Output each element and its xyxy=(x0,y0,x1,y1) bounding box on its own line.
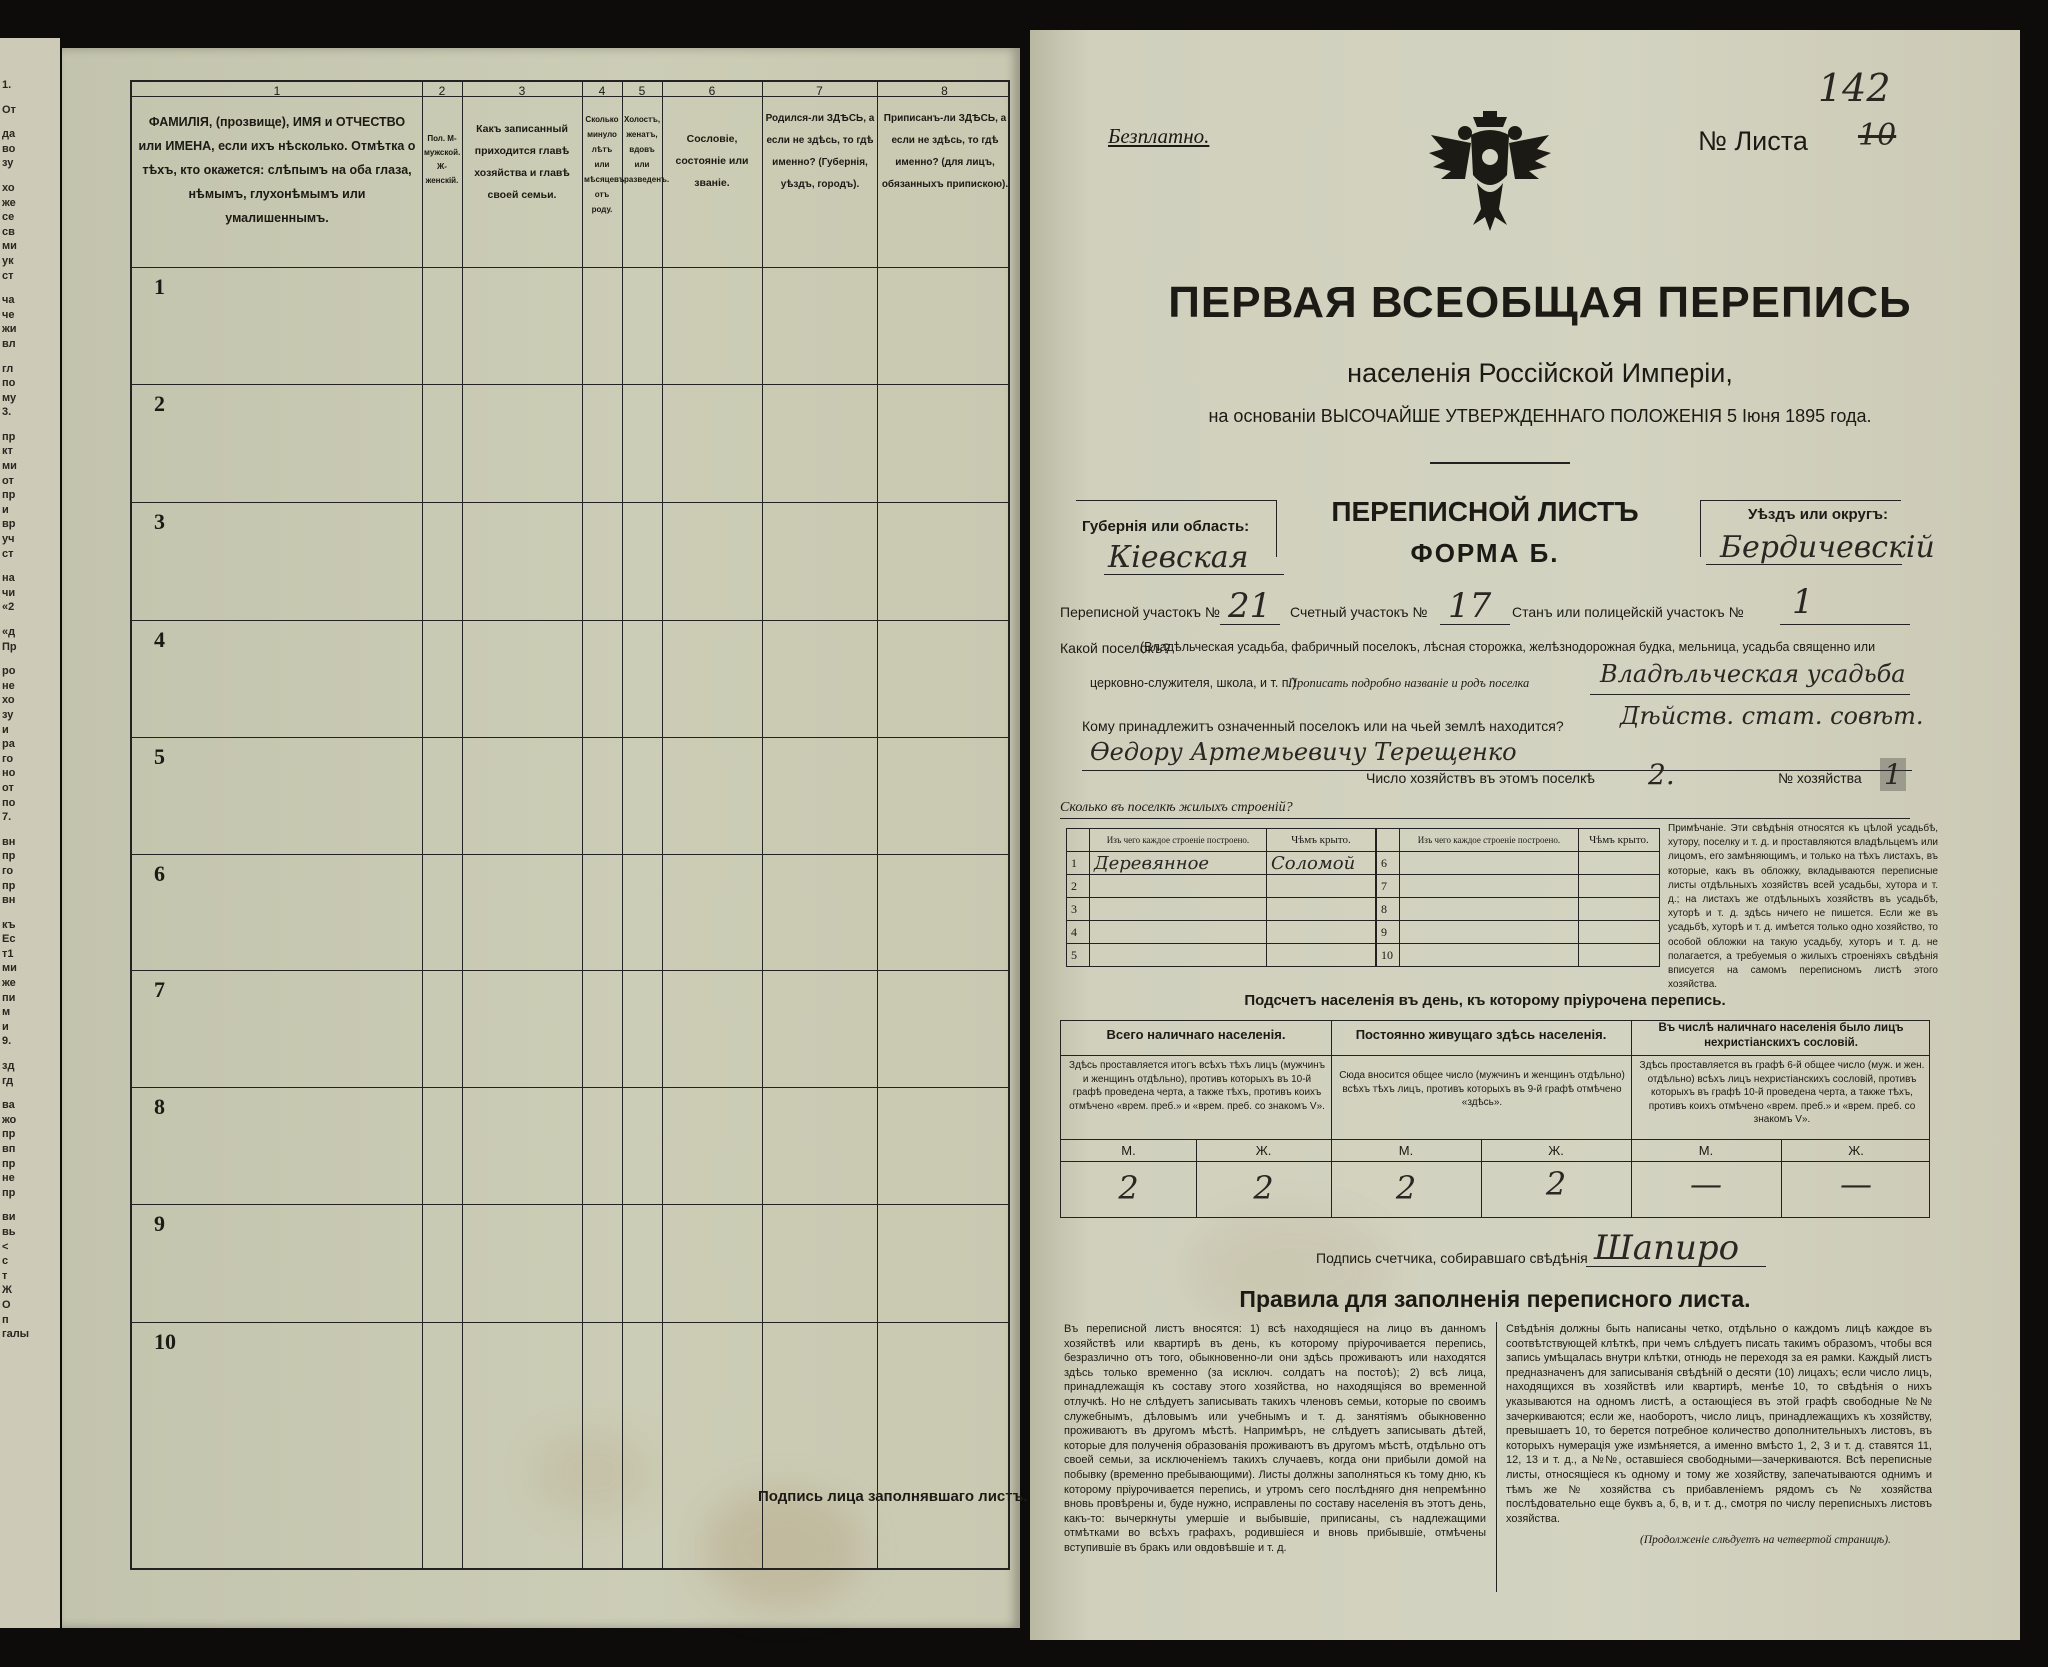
building-roof xyxy=(1266,898,1375,921)
col-8-number: 8 xyxy=(941,84,948,98)
building-roof xyxy=(1266,921,1375,944)
m-label: М. xyxy=(1698,1143,1714,1158)
left-footer-signature: Подпись лица заполнявшаго листъ. xyxy=(758,1488,1028,1505)
row-number: 10 xyxy=(154,1329,176,1354)
uezd-value: Бердичевскій xyxy=(1720,530,1935,565)
f-label: Ж. xyxy=(1255,1143,1272,1158)
row-number: 4 xyxy=(154,627,165,652)
form-name: ФОРМА Б. xyxy=(1410,538,1560,568)
margin-fragment: хо же се св ми ук ст xyxy=(2,181,17,282)
count-value: 2 xyxy=(1395,1169,1417,1207)
rules-continue: (Продолженіе слѣдуетъ на четвертой страницѣ). xyxy=(1640,1534,1891,1546)
count-title: Подсчетъ населенія въ день, къ которому пріурочена перепись. xyxy=(1244,992,1726,1009)
count-value: 2 xyxy=(1545,1165,1567,1203)
settlement-hint: (Владѣльческая усадьба, фабричный поселокъ, лѣсная сторожка, желѣзнодорожная будка, мельница, усадьба священно или xyxy=(1140,640,1876,654)
household-no-value: 1 xyxy=(1880,758,1906,791)
col-1-header: ФАМИЛІЯ, (прозвище), ИМЯ и ОТЧЕСТВО или ИМЕНА, если ихъ нѣсколько. Отмѣтка о тѣхъ, кто окажется: слѣпымъ на оба глаза, нѣмымъ, глухонѣмымъ или умалишеннымъ. xyxy=(138,115,416,225)
row-number: 1 xyxy=(154,274,165,299)
building-row-num: 9 xyxy=(1377,921,1400,944)
col-6-header: Сословіе, состояніе или званіе. xyxy=(675,133,749,189)
building-material xyxy=(1090,875,1267,898)
f-label: Ж. xyxy=(1548,1143,1564,1158)
col-4-number: 4 xyxy=(598,84,606,98)
settlement-hint-2: церковно-служителя, школа, и т. п.). xyxy=(1090,676,1300,690)
building-row-num: 10 xyxy=(1377,944,1400,967)
count-district-value: 17 xyxy=(1448,586,1492,626)
settlement-label: Какой поселокъ? xyxy=(1060,640,1171,656)
row-number: 3 xyxy=(154,509,165,534)
col-6-number: 6 xyxy=(708,84,716,98)
m-label: М. xyxy=(1121,1143,1136,1158)
buildings-table-right xyxy=(1376,828,1660,967)
sheet-number-value: 10 xyxy=(1858,118,1897,153)
margin-fragment: ча че жи вл xyxy=(2,294,17,350)
col-3-header: Какъ записанный приходится главѣ хозяйства и главѣ своей семьи. xyxy=(474,123,570,201)
row-number: 9 xyxy=(154,1211,165,1236)
building-row-num: 2 xyxy=(1067,875,1090,898)
archive-number: 142 xyxy=(1818,66,1891,110)
owner-value-2: Өедору Артемьевичу Терещенко xyxy=(1090,738,1517,766)
stan-value: 1 xyxy=(1792,582,1814,622)
col-7-header: Родился-ли ЗДѢСЬ, а если не здѣсь, то гдѣ именно? (Губернія, уѣздъ, городъ). xyxy=(765,113,875,190)
building-row-num: 7 xyxy=(1377,875,1400,898)
double-headed-eagle-emblem xyxy=(1425,105,1555,245)
col-5-number: 5 xyxy=(638,84,646,98)
count-col-desc: Сюда вносится общее число (мужчинъ и женщинъ отдѣльно) всѣхъ тѣхъ лицъ, противъ которыхъ въ 9-й графѣ отмѣчено «здѣсь». xyxy=(1339,1070,1625,1108)
col-7-number: 7 xyxy=(816,84,823,98)
f-label: Ж. xyxy=(1848,1143,1864,1158)
building-roof xyxy=(1266,944,1375,967)
owner-value: Дѣйств. стат. совѣт. xyxy=(1620,702,1924,730)
page-subtitle: населенія Россійской Имперіи, xyxy=(1347,358,1733,388)
form-title: ПЕРЕПИСНОЙ ЛИСТЪ xyxy=(1331,496,1639,527)
rules-left: Въ переписной листъ вносятся: 1) всѣ находящіеся на лицо въ данномъ хозяйствѣ или квартирѣ въ день, къ которому пріурочивается перепись, безразлично отъ того, обыкновенно-ли они здѣсь проживаютъ или находятся здѣсь только временно (за исключ. солдатъ на постоѣ); 2) всѣ лица, принадлежащія къ составу этого хозяйства, но находящіяся во временной отлучкѣ. Но не слѣдуетъ записывать такихъ членовъ семьи, которые по своимъ служебнымъ, дѣловымъ или учебнымъ и т. д. занятіямъ обыкновенно проживаютъ въ другомъ мѣстѣ. Напримѣръ, не слѣдуетъ записывать дѣтей, которые для полученія образованія проживаютъ въ другомъ мѣстѣ, отдѣльно отъ своей семьи, за исключеніемъ такихъ случаевъ, когда они прибыли домой на побывку (временно пребывающими). Листы должны заполняться къ тому дню, къ которому пріурочивается перепись, и утромъ сего послѣдняго дня непремѣнно вновь провѣрены и, буде нужно, исправлены по составу населенія въ этотъ день, какъ-то: вычеркнуты умершіе и выбывшіе, приписаны, съ надлежащими отмѣтками во всѣхъ графахъ, родившіеся и вновь прибывшіе, отмѣчены вступившіе въ бракъ или овдовѣвшіе и т. д. xyxy=(1064,1323,1486,1554)
col-3-number: 3 xyxy=(518,84,526,98)
margin-fragment: От xyxy=(2,103,16,116)
col-4-header: Сколько минуло лѣтъ или мѣсяцевъ отъ роду. xyxy=(584,115,625,214)
col-1-number: 1 xyxy=(273,84,281,98)
building-roof: Соломой xyxy=(1266,852,1375,875)
building-row-num: 1 xyxy=(1067,852,1090,875)
buildings-table-left xyxy=(1066,828,1376,967)
building-row-num: 8 xyxy=(1377,898,1400,921)
building-material xyxy=(1090,944,1267,967)
count-col-head: Постоянно живущаго здѣсь населенія. xyxy=(1355,1027,1607,1042)
count-value: — xyxy=(1840,1165,1872,1203)
count-value: 2 xyxy=(1118,1169,1139,1207)
gubernia-label: Губернія или область: xyxy=(1082,518,1250,535)
margin-fragment: зд гд xyxy=(2,1060,15,1087)
margin-fragment: гл по му 3. xyxy=(2,362,17,419)
margin-fragment: 1. xyxy=(2,79,12,91)
col-2-header: Пол. М-мужской. Ж-женскій. xyxy=(424,134,461,185)
margin-fragment: къ Ес т1 ми же пи м и 9. xyxy=(2,918,17,1048)
margin-fragment: ви вь < с т Ж О п галы xyxy=(2,1211,30,1341)
margin-fragment: ро не хо зу и ра го но от по 7. xyxy=(2,665,16,824)
sheet-number-label: № Листа xyxy=(1698,126,1808,156)
page-title: ПЕРВАЯ ВСЕОБЩАЯ ПЕРЕПИСЬ xyxy=(1168,278,1912,327)
count-value: 2 xyxy=(1253,1169,1274,1207)
signature-label: Подпись счетчика, собиравшаго свѣдѣнія xyxy=(1316,1250,1588,1266)
building-material: Деревянное xyxy=(1090,852,1267,875)
margin-fragment: ва жо пр вп пр не пр xyxy=(2,1099,17,1199)
material-header: Изъ чего каждое строеніе построено. xyxy=(1090,829,1267,852)
col-5-header: Холостъ, женатъ, вдовъ или разведенъ. xyxy=(624,115,670,184)
households-label: Число хозяйствъ въ этомъ поселкѣ xyxy=(1366,770,1595,786)
buildings-note: Примѣчаніе. Эти свѣдѣнія относятся къ цѣлой усадьбѣ, хутору, поселку и т. д. и проставляются владѣльцемъ или лицомъ, его замѣняющимъ, и только на тѣхъ листахъ, въ которые, какъ въ обложку, вкладываются переписные листы отдѣльныхъ хозяйствъ всей усадьбы, хутора и т. д.; на листахъ же отдѣльныхъ хозяйствъ въ усадьбѣ, хуторѣ и т. д. здѣсь ничего не пишется. Если же въ усадьбѣ, хуторѣ и т. д. имѣется только одно хозяйство, то особой обложки на такую усадьбу, хуторъ и т. д. не полагается, а требуемыя о жилыхъ строеніяхъ свѣдѣнія вписуется на самомъ переписномъ листѣ этого хозяйства. xyxy=(1668,823,1938,991)
count-district-label: Счетный участокъ № xyxy=(1290,604,1428,620)
previous-page-edge xyxy=(0,38,60,1628)
signature-value: Шапиро xyxy=(1594,1228,1740,1268)
count-value: — xyxy=(1690,1165,1722,1203)
row-number: 8 xyxy=(154,1094,165,1119)
household-no-label: № хозяйства xyxy=(1778,770,1862,786)
settlement-value: Владѣльческая усадьба xyxy=(1600,660,1906,688)
count-col-desc: Здѣсь проставляется итогъ всѣхъ тѣхъ лицъ (мужчинъ и женщинъ отдѣльно), противъ которыхъ въ 10-й графѣ проведена черта, а также тѣхъ, противъ коихъ отмѣчено «врем. преб.» и «врем. преб. со знакомъ V». xyxy=(1069,1060,1325,1112)
margin-fragment: на чи «2 xyxy=(2,572,16,614)
building-row-num: 6 xyxy=(1377,852,1400,875)
left-census-table xyxy=(130,80,1010,1570)
building-row-num: 4 xyxy=(1067,921,1090,944)
census-district-label: Переписной участокъ № xyxy=(1060,604,1220,620)
stan-label: Станъ или полицейскій участокъ № xyxy=(1512,604,1744,620)
count-table xyxy=(1060,1020,1930,1218)
census-district-value: 21 xyxy=(1228,586,1272,626)
count-col-desc: Здѣсь проставляется въ графѣ 6-й общее число (муж. и жен. отдѣльно) всѣхъ лицъ нехристіанскихъ сословій, противъ которыхъ въ графѣ 10-й проведена черта, а также тѣхъ, противъ коихъ отмѣчено «врем. преб.» и «врем. преб. со знакомъ V». xyxy=(1639,1060,1925,1125)
margin-fragment: да во зу xyxy=(2,128,16,170)
row-number: 5 xyxy=(154,744,165,769)
roof-header: Чѣмъ крыто. xyxy=(1266,829,1375,852)
owner-label: Кому принадлежитъ означенный поселокъ или на чьей землѣ находится? xyxy=(1082,718,1564,734)
m-label: М. xyxy=(1398,1143,1414,1158)
building-roof xyxy=(1266,875,1375,898)
building-material xyxy=(1090,898,1267,921)
uezd-label: Уѣздъ или округъ: xyxy=(1748,506,1889,523)
margin-fragment: вн пр го пр вн xyxy=(2,835,16,907)
gubernia-value: Кіевская xyxy=(1108,540,1249,575)
households-value: 2. xyxy=(1648,758,1675,791)
margin-fragment: «д Пр xyxy=(2,626,17,653)
row-number: 2 xyxy=(154,391,165,416)
free-label: Безплатно. xyxy=(1108,124,1210,148)
rules-right: Свѣдѣнія должны быть написаны четко, отдѣльно о каждомъ лицѣ каждое въ соотвѣтствующей клѣткѣ, при чемъ слѣдуетъ писать такимъ образомъ, чтобы вся запись умѣщалась внутри клѣтки, отнюдь не переходя за ея рамки. Каждый листъ предназначенъ для записыванія свѣдѣній о десяти (10) лицахъ; если число лицъ, находящихся въ хозяйствѣ или квартирѣ, менѣе 10, то свѣдѣнія о нихъ указываются на одномъ листѣ, а остающіеся въ этой графѣ свободные №№ зачеркиваются; если же, наоборотъ, число лицъ, принадлежащихъ къ хозяйству, превышаетъ 10, то берется потребное количество дополнительныхъ листовъ, въ которыхъ нумерація уже измѣняется, а именно вмѣсто 1, 2, 3 и т. д. ставятся 11, 12, 13 и т. д., а №№, оставшіеся свободными—зачеркиваются. Всѣ переписные листы, относящіеся къ одному и тому же хозяйству, запечатываются однимъ и тѣмъ же № хозяйства съ прибавленіемъ рядомъ съ № хозяйства послѣдовательно еще буквъ а, б, в, и т. д., смотря по числу переписныхъ листовъ хозяйства. xyxy=(1506,1323,1932,1525)
rules-title: Правила для заполненія переписного листа. xyxy=(1239,1286,1751,1312)
building-material xyxy=(1090,921,1267,944)
row-number: 7 xyxy=(154,977,165,1002)
margin-fragments xyxy=(2,78,58,1352)
settlement-hint-3: Прописать подробно названіе и родъ поселка xyxy=(1288,676,1530,690)
col-2-number: 2 xyxy=(438,84,446,98)
row-number: 6 xyxy=(154,861,165,886)
buildings-label: Сколько въ поселкѣ жилыхъ строеній? xyxy=(1060,800,1293,815)
roof-header: Чѣмъ крыто. xyxy=(1578,829,1659,852)
col-8-header: Приписанъ-ли ЗДѢСЬ, а если не здѣсь, то гдѣ именно? (для лицъ, обязанныхъ припискою). xyxy=(881,113,1009,190)
count-col-head: Въ числѣ наличнаго населенія было лицъ нехристіанскихъ сословій. xyxy=(1658,1022,1904,1049)
building-row-num: 5 xyxy=(1067,944,1090,967)
count-col-head: Всего наличнаго населенія. xyxy=(1106,1027,1286,1042)
page-subtitle-decree: на основаніи ВЫСОЧАЙШЕ УТВЕРЖДЕННАГО ПОЛОЖЕНІЯ 5 Іюня 1895 года. xyxy=(1208,406,1872,426)
margin-fragment: пр кт ми от пр и вр уч ст xyxy=(2,430,17,560)
material-header: Изъ чего каждое строеніе построено. xyxy=(1400,829,1579,852)
building-row-num: 3 xyxy=(1067,898,1090,921)
